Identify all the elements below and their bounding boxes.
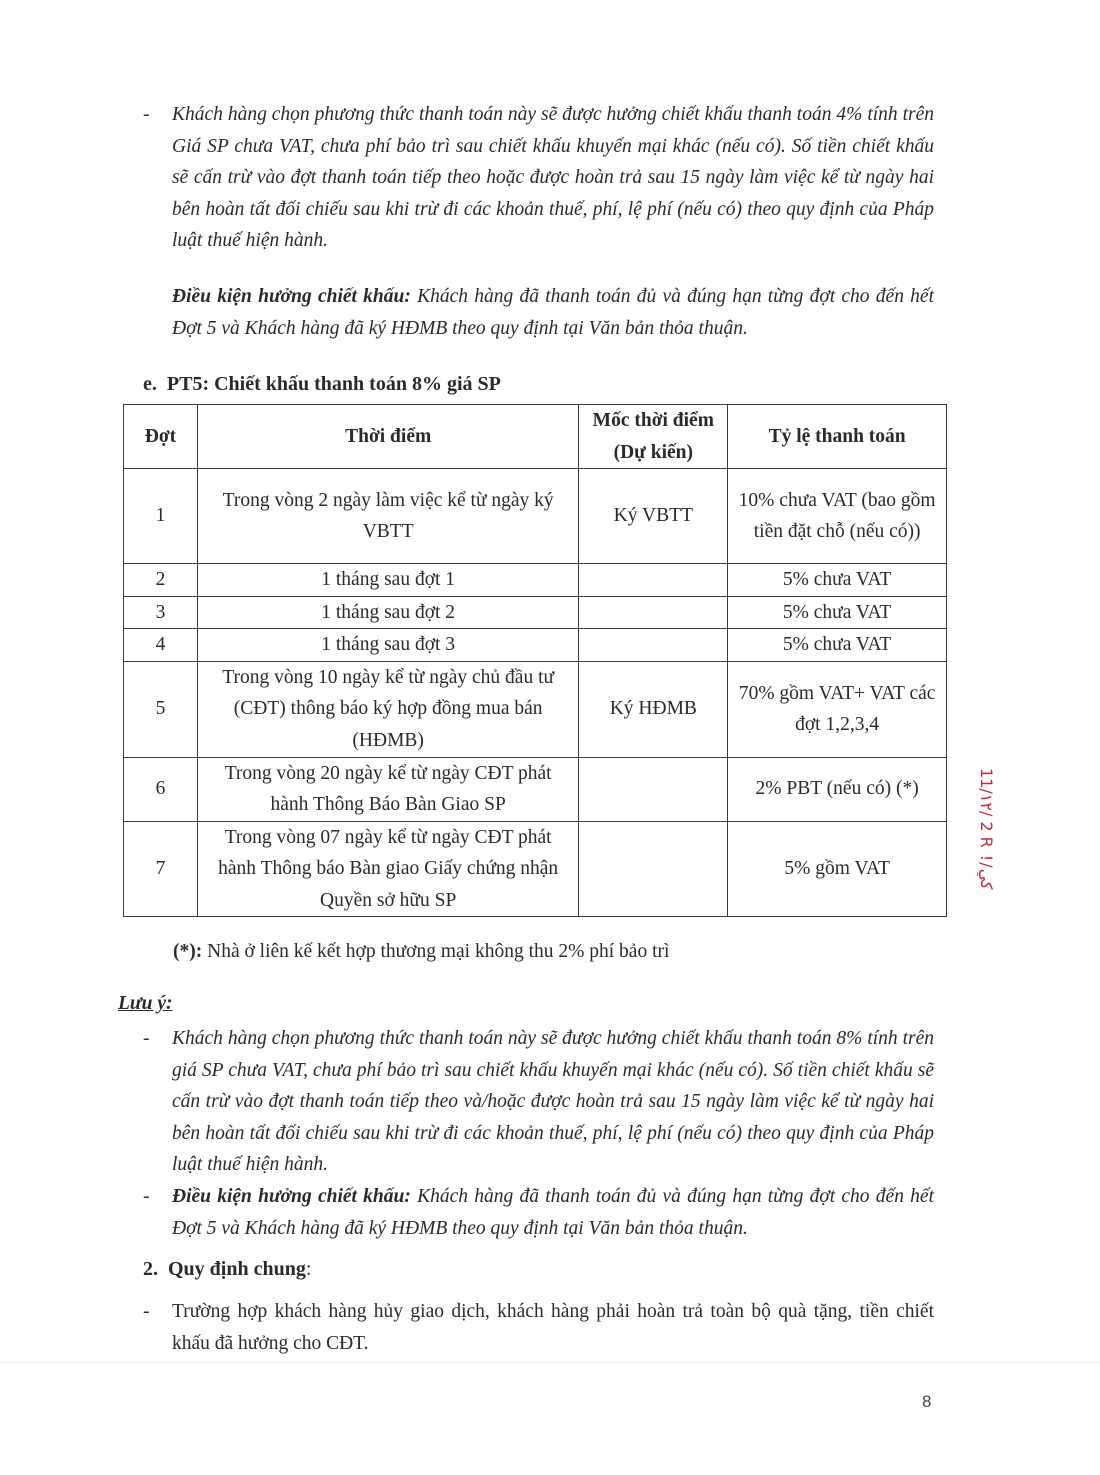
header-time: Thời điểm	[197, 405, 578, 469]
table-row	[124, 821, 947, 917]
cell-time: 1 tháng sau đợt 2	[197, 596, 578, 629]
table-header-row	[124, 405, 947, 469]
bullet-dash: -	[143, 1301, 150, 1322]
bullet-dash: -	[143, 1186, 150, 1207]
section-2-title: Quy định chung	[168, 1258, 306, 1280]
cell-milestone	[579, 596, 728, 629]
section-2-label: 2.	[143, 1258, 158, 1280]
intro-condition-paragraph	[172, 281, 934, 344]
payment-schedule-table	[123, 404, 947, 917]
header-milestone-line2: (Dự kiến)	[613, 441, 694, 463]
scan-edge-line	[0, 1362, 1100, 1363]
table-row	[124, 629, 947, 662]
bullet-dash: -	[143, 104, 150, 125]
header-milestone-line1: Mốc thời điểm	[592, 410, 714, 431]
red-stamp-mark: 11/١٢/ 2 R !/كي	[977, 768, 996, 890]
header-milestone	[579, 405, 728, 469]
cell-milestone: Ký HĐMB	[579, 661, 728, 757]
section-e-label: e.	[143, 373, 157, 395]
note-item-condition	[172, 1181, 934, 1244]
table-footnote	[173, 936, 669, 967]
cell-dot: 5	[124, 661, 198, 757]
cell-dot: 2	[124, 564, 198, 597]
cell-rate: 5% chưa VAT	[728, 564, 947, 597]
cell-rate: 5% chưa VAT	[728, 629, 947, 662]
cell-milestone	[579, 821, 728, 917]
cell-time: 1 tháng sau đợt 1	[197, 564, 578, 597]
section-2-colon: :	[305, 1258, 312, 1280]
condition-text: Khách hàng đã thanh toán đủ và đúng hạn từng đợt cho đến hết Đợt 5 và Khách hàng đã ký HĐMB theo quy định tại Văn bản thỏa thuận.	[172, 286, 934, 339]
condition-text: Khách hàng đã thanh toán đủ và đúng hạn từng đợt cho đến hết Đợt 5 và Khách hàng đã ký HĐMB theo quy định tại Văn bản thỏa thuận.	[172, 1186, 934, 1239]
note-item-discount: Khách hàng chọn phương thức thanh toán này sẽ được hưởng chiết khấu thanh toán 8% tính trên giá SP chưa VAT, chưa phí bảo trì sau chiết khấu khuyến mại khác (nếu có). Số tiền chiết khấu sẽ cấn trừ vào đợt thanh toán tiếp theo và/hoặc được hoàn trả sau 15 ngày làm việc kể từ ngày hai bên hoàn tất đối chiếu sau khi trừ đi các khoản thuế, phí, lệ phí (nếu có) theo quy định của Pháp luật thuế hiện hành.	[172, 1028, 934, 1175]
condition-label: Điều kiện hưởng chiết khấu:	[172, 286, 411, 307]
cell-milestone	[579, 564, 728, 597]
notes-title: Lưu ý:	[118, 993, 173, 1014]
cell-time: 1 tháng sau đợt 3	[197, 629, 578, 662]
cell-rate: 2% PBT (nếu có) (*)	[728, 757, 947, 821]
cell-rate: 10% chưa VAT (bao gồm tiền đặt chỗ (nếu có))	[728, 469, 947, 564]
header-rate: Tỷ lệ thanh toán	[728, 405, 947, 469]
table-row	[124, 596, 947, 629]
cell-time: Trong vòng 2 ngày làm việc kể từ ngày ký VBTT	[197, 469, 578, 564]
condition-label: Điều kiện hưởng chiết khấu:	[172, 1186, 411, 1207]
section-2-heading	[143, 1255, 311, 1283]
header-dot: Đợt	[124, 405, 198, 469]
cell-rate: 5% gồm VAT	[728, 821, 947, 917]
footnote-text: Nhà ở liên kế kết hợp thương mại không thu 2% phí bảo trì	[202, 941, 670, 962]
general-rule-cancellation: Trường hợp khách hàng hủy giao dịch, khách hàng phải hoàn trả toàn bộ quà tặng, tiền chiết khấu đã hưởng cho CĐT.	[172, 1301, 934, 1354]
cell-dot: 4	[124, 629, 198, 662]
footnote-mark: (*):	[173, 941, 203, 962]
cell-rate: 70% gồm VAT+ VAT các đợt 1,2,3,4	[728, 661, 947, 757]
cell-time: Trong vòng 10 ngày kể từ ngày chủ đầu tư (CĐT) thông báo ký hợp đồng mua bán (HĐMB)	[197, 661, 578, 757]
bullet-dash: -	[143, 1028, 150, 1049]
cell-dot: 7	[124, 821, 198, 917]
table-row	[124, 661, 947, 757]
section-e-heading	[143, 370, 501, 398]
cell-time: Trong vòng 07 ngày kể từ ngày CĐT phát hành Thông báo Bàn giao Giấy chứng nhận Quyền sở hữu SP	[197, 821, 578, 917]
cell-milestone	[579, 629, 728, 662]
cell-rate: 5% chưa VAT	[728, 596, 947, 629]
cell-dot: 3	[124, 596, 198, 629]
cell-milestone: Ký VBTT	[579, 469, 728, 564]
table-row	[124, 469, 947, 564]
table-row	[124, 757, 947, 821]
cell-time: Trong vòng 20 ngày kể từ ngày CĐT phát hành Thông Báo Bàn Giao SP	[197, 757, 578, 821]
section-e-title: PT5: Chiết khấu thanh toán 8% giá SP	[166, 373, 501, 395]
cell-milestone	[579, 757, 728, 821]
cell-dot: 1	[124, 469, 198, 564]
cell-dot: 6	[124, 757, 198, 821]
table-row	[124, 564, 947, 597]
intro-note-paragraph: Khách hàng chọn phương thức thanh toán này sẽ được hưởng chiết khấu thanh toán 4% tính trên Giá SP chưa VAT, chưa phí bảo trì sau chiết khấu khuyến mại khác (nếu có). Số tiền chiết khấu sẽ cấn trừ vào đợt thanh toán tiếp theo hoặc được hoàn trả sau 15 ngày làm việc kể từ ngày hai bên hoàn tất đối chiếu sau khi trừ đi các khoản thuế, phí, lệ phí (nếu có) theo quy định của Pháp luật thuế hiện hành.	[172, 104, 934, 251]
page-number: 8	[922, 1392, 932, 1411]
